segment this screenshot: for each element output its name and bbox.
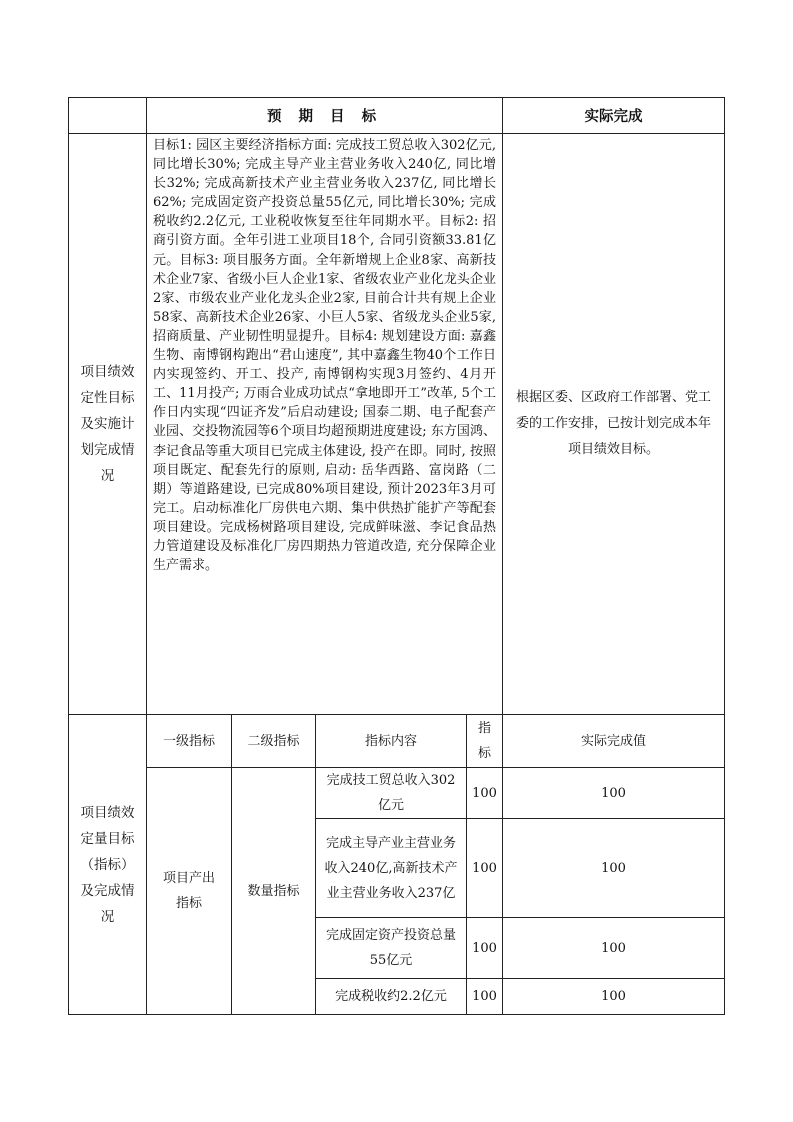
row-content: 完成税收约2.2亿元 [316,979,467,1015]
actual-completion-header: 实际完成 [503,98,725,134]
column-content: 指标内容 [316,715,467,768]
row-actual: 100 [503,979,725,1015]
row-index: 100 [467,768,503,819]
table-row [69,768,725,819]
row-actual: 100 [503,819,725,918]
row-index: 100 [467,819,503,918]
column-actual-value: 实际完成值 [503,715,725,768]
corner-cell [69,98,147,134]
level1-value: 项目产出指标 [147,768,232,1015]
column-index: 指标 [467,715,503,768]
column-level1: 一级指标 [147,715,232,768]
expected-goal-text: 目标1: 园区主要经济指标方面: 完成技工贸总收入302亿元, 同比增长30%; 完成主导产业主营业务收入240亿, 同比增长32%; 完成高新技术产业主营业务收入237亿, 同比增长62%; 完成固定资产投资总量55亿元, 同比增长30%; 完成税收约2.2亿元, 工业税收恢复至往年同期水平。目标2: 招商引资方面。全年引进工业项目18个, 合同引资额33.81亿元。目标3: 项目服务方面。全年新增规上企业8家、高新技术企业7家、省级小巨人企业1家、省级农业产业化龙头企业2家、市级农业产业化龙头企业2家, 目前合计共有规上企业58家、高新技术企业26家、小巨人5家、省级龙头企业5家, 招商质量、产业韧性明显提升。目标4: 规划建设方面: 嘉鑫生物、南博钢构跑出“君山速度”, 其中嘉鑫生物40个工作日内实现签约、开工、投产, 南博钢构实现3月签约、4月开工、11月投产; 万雨合业成功试点“拿地即开工”改革, 5个工作日内实现“四证齐发”后启动建设; 国泰二期、电子配套产业园、交投物流园等6个项目均超预期进度建设; 东方国鸿、李记食品等重大项目已完成主体建设, 投产在即。同时, 按照项目既定、配套先行的原则, 启动: 岳华西路、富岗路（二期）等道路建设, 已完成80%项目建设, 预计2023年3月可完工。启动标准化厂房供电六期、集中供热扩能扩产等配套项目建设。完成杨树路项目建设, 完成鲜味滋、李记食品热力管道建设及标准化厂房四期热力管道改造, 充分保障企业生产需求。 [147,134,503,715]
performance-table [68,97,725,1015]
column-level2: 二级指标 [232,715,316,768]
row-actual: 100 [503,768,725,819]
row-content: 完成技工贸总收入302亿元 [316,768,467,819]
row-index: 100 [467,979,503,1015]
row-content: 完成固定资产投资总量55亿元 [316,918,467,979]
qualitative-section-label: 项目绩效定性目标及实施计划完成情况 [69,134,147,715]
row-actual: 100 [503,918,725,979]
expected-goal-header: 预 期 目 标 [147,98,503,134]
level2-value: 数量指标 [232,768,316,1015]
actual-completion-text: 根据区委、区政府工作部署、党工委的工作安排，已按计划完成本年项目绩效目标。 [503,134,725,715]
quantitative-section-label: 项目绩效定量目标（指标）及完成情况 [69,715,147,1015]
row-content: 完成主导产业主营业务收入240亿,高新技术产业主营业务收入237亿 [316,819,467,918]
row-index: 100 [467,918,503,979]
